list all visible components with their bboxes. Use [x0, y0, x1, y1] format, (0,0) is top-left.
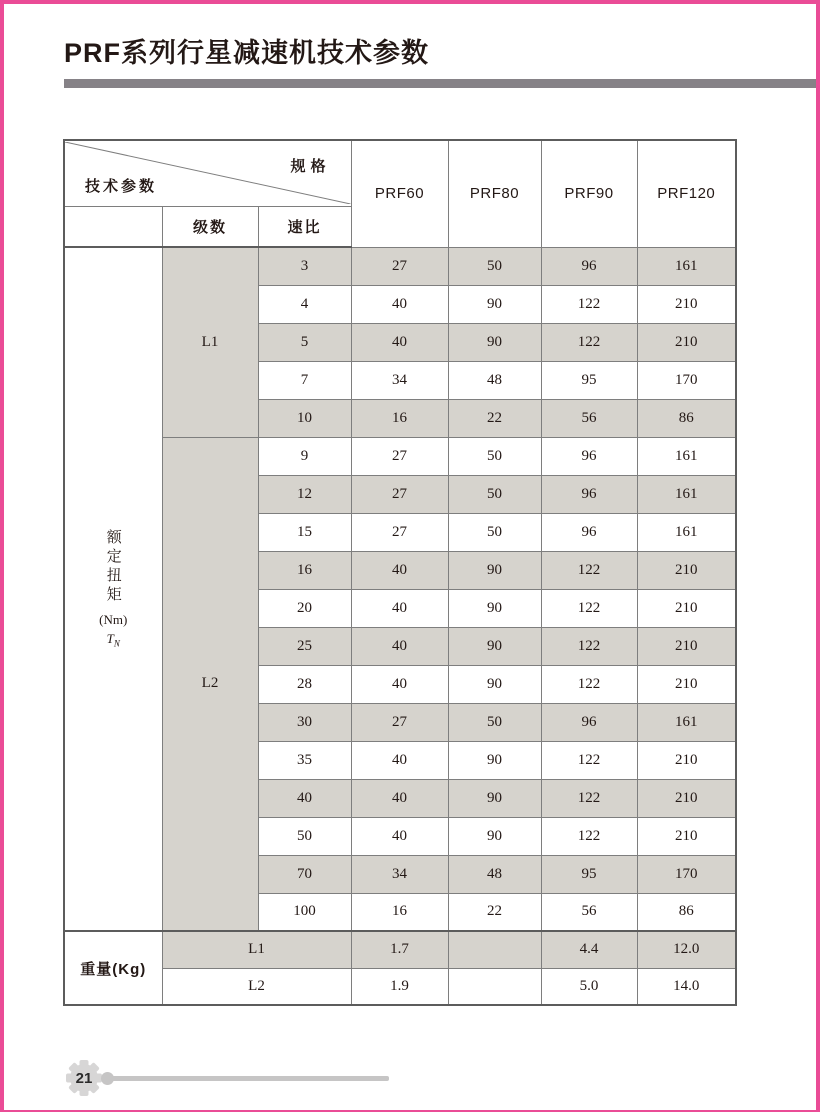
value-cell: 40: [351, 817, 448, 855]
ratio-cell: 30: [258, 703, 351, 741]
value-cell: 90: [448, 551, 541, 589]
spec-table: [63, 139, 737, 1006]
spec-corner-label: 规格: [290, 158, 331, 176]
ratio-cell: 9: [258, 437, 351, 475]
blank-header-cell: [64, 206, 162, 247]
title-underline: [64, 79, 816, 88]
ratio-cell: 3: [258, 247, 351, 285]
value-cell: 122: [541, 779, 637, 817]
value-cell: 50: [448, 475, 541, 513]
ratio-cell: 40: [258, 779, 351, 817]
weight-value-cell: [448, 931, 541, 968]
value-cell: 161: [637, 703, 736, 741]
ratio-cell: 10: [258, 399, 351, 437]
value-cell: 40: [351, 665, 448, 703]
weight-value-cell: 12.0: [637, 931, 736, 968]
footer-decorative-line: [110, 1076, 389, 1081]
value-cell: 16: [351, 893, 448, 931]
torque-symbol: $T_N$: [106, 631, 120, 649]
value-cell: 90: [448, 627, 541, 665]
value-cell: 90: [448, 741, 541, 779]
ratio-header: 速比: [258, 206, 351, 247]
ratio-cell: 4: [258, 285, 351, 323]
tech-param-corner-label: 技术参数: [85, 178, 158, 196]
value-cell: 161: [637, 437, 736, 475]
page-title: PRF系列行星减速机技术参数: [64, 38, 429, 68]
ratio-cell: 28: [258, 665, 351, 703]
diagonal-header-wrap: [65, 142, 351, 204]
value-cell: 50: [448, 437, 541, 475]
value-cell: 50: [448, 247, 541, 285]
value-cell: 210: [637, 551, 736, 589]
weight-stage-cell: L1: [162, 931, 351, 968]
value-cell: 40: [351, 741, 448, 779]
value-cell: 86: [637, 893, 736, 931]
value-cell: 170: [637, 855, 736, 893]
value-cell: 95: [541, 361, 637, 399]
value-cell: 122: [541, 551, 637, 589]
value-cell: 122: [541, 627, 637, 665]
value-cell: 22: [448, 399, 541, 437]
table-row: [64, 437, 736, 475]
value-cell: 96: [541, 703, 637, 741]
torque-label: 额定扭矩: [104, 529, 121, 606]
value-cell: 161: [637, 247, 736, 285]
stage-cell-l1: L1: [162, 247, 258, 437]
value-cell: 50: [448, 703, 541, 741]
ratio-cell: 35: [258, 741, 351, 779]
weight-value-cell: 4.4: [541, 931, 637, 968]
value-cell: 56: [541, 893, 637, 931]
value-cell: 48: [448, 361, 541, 399]
value-cell: 210: [637, 323, 736, 361]
column-header-prf90: PRF90: [541, 140, 637, 247]
ratio-cell: 50: [258, 817, 351, 855]
value-cell: 22: [448, 893, 541, 931]
page-number: 21: [75, 1069, 93, 1087]
value-cell: 210: [637, 741, 736, 779]
value-cell: 48: [448, 855, 541, 893]
value-cell: 161: [637, 475, 736, 513]
weight-value-cell: 1.9: [351, 968, 448, 1005]
value-cell: 96: [541, 513, 637, 551]
column-header-prf80: PRF80: [448, 140, 541, 247]
value-cell: 50: [448, 513, 541, 551]
value-cell: 96: [541, 475, 637, 513]
value-cell: 16: [351, 399, 448, 437]
value-cell: 90: [448, 779, 541, 817]
value-cell: 96: [541, 437, 637, 475]
ratio-cell: 12: [258, 475, 351, 513]
ratio-cell: 70: [258, 855, 351, 893]
value-cell: 90: [448, 285, 541, 323]
value-cell: 122: [541, 665, 637, 703]
weight-label-cell: 重量(Kg): [64, 931, 162, 1005]
stages-header: 级数: [162, 206, 258, 247]
ratio-cell: 20: [258, 589, 351, 627]
value-cell: 96: [541, 247, 637, 285]
value-cell: 34: [351, 361, 448, 399]
value-cell: 210: [637, 817, 736, 855]
ratio-cell: 7: [258, 361, 351, 399]
weight-value-cell: 14.0: [637, 968, 736, 1005]
value-cell: 86: [637, 399, 736, 437]
value-cell: 122: [541, 323, 637, 361]
header-row-spec: [64, 140, 736, 206]
value-cell: 56: [541, 399, 637, 437]
value-cell: 122: [541, 741, 637, 779]
value-cell: 27: [351, 475, 448, 513]
weight-row: [64, 968, 736, 1005]
weight-value-cell: 1.7: [351, 931, 448, 968]
ratio-cell: 15: [258, 513, 351, 551]
value-cell: 122: [541, 285, 637, 323]
torque-label-cell: [64, 247, 162, 931]
value-cell: 40: [351, 551, 448, 589]
value-cell: 40: [351, 779, 448, 817]
value-cell: 170: [637, 361, 736, 399]
column-header-prf60: PRF60: [351, 140, 448, 247]
value-cell: 90: [448, 665, 541, 703]
ratio-cell: 100: [258, 893, 351, 931]
value-cell: 210: [637, 285, 736, 323]
ratio-cell: 16: [258, 551, 351, 589]
value-cell: 161: [637, 513, 736, 551]
column-header-prf120: PRF120: [637, 140, 736, 247]
weight-value-cell: 5.0: [541, 968, 637, 1005]
value-cell: 90: [448, 323, 541, 361]
value-cell: 90: [448, 817, 541, 855]
value-cell: 210: [637, 627, 736, 665]
table-row: [64, 247, 736, 285]
value-cell: 210: [637, 589, 736, 627]
weight-value-cell: [448, 968, 541, 1005]
diagonal-header-cell: [64, 140, 351, 206]
value-cell: 40: [351, 627, 448, 665]
stage-cell-l2: L2: [162, 437, 258, 931]
weight-stage-cell: L2: [162, 968, 351, 1005]
torque-unit: (Nm): [99, 612, 128, 628]
value-cell: 40: [351, 323, 448, 361]
weight-row: [64, 931, 736, 968]
ratio-cell: 5: [258, 323, 351, 361]
value-cell: 27: [351, 437, 448, 475]
value-cell: 34: [351, 855, 448, 893]
value-cell: 40: [351, 285, 448, 323]
value-cell: 95: [541, 855, 637, 893]
value-cell: 122: [541, 817, 637, 855]
ratio-cell: 25: [258, 627, 351, 665]
value-cell: 210: [637, 779, 736, 817]
value-cell: 122: [541, 589, 637, 627]
value-cell: 210: [637, 665, 736, 703]
value-cell: 40: [351, 589, 448, 627]
value-cell: 27: [351, 513, 448, 551]
value-cell: 27: [351, 703, 448, 741]
value-cell: 90: [448, 589, 541, 627]
value-cell: 27: [351, 247, 448, 285]
